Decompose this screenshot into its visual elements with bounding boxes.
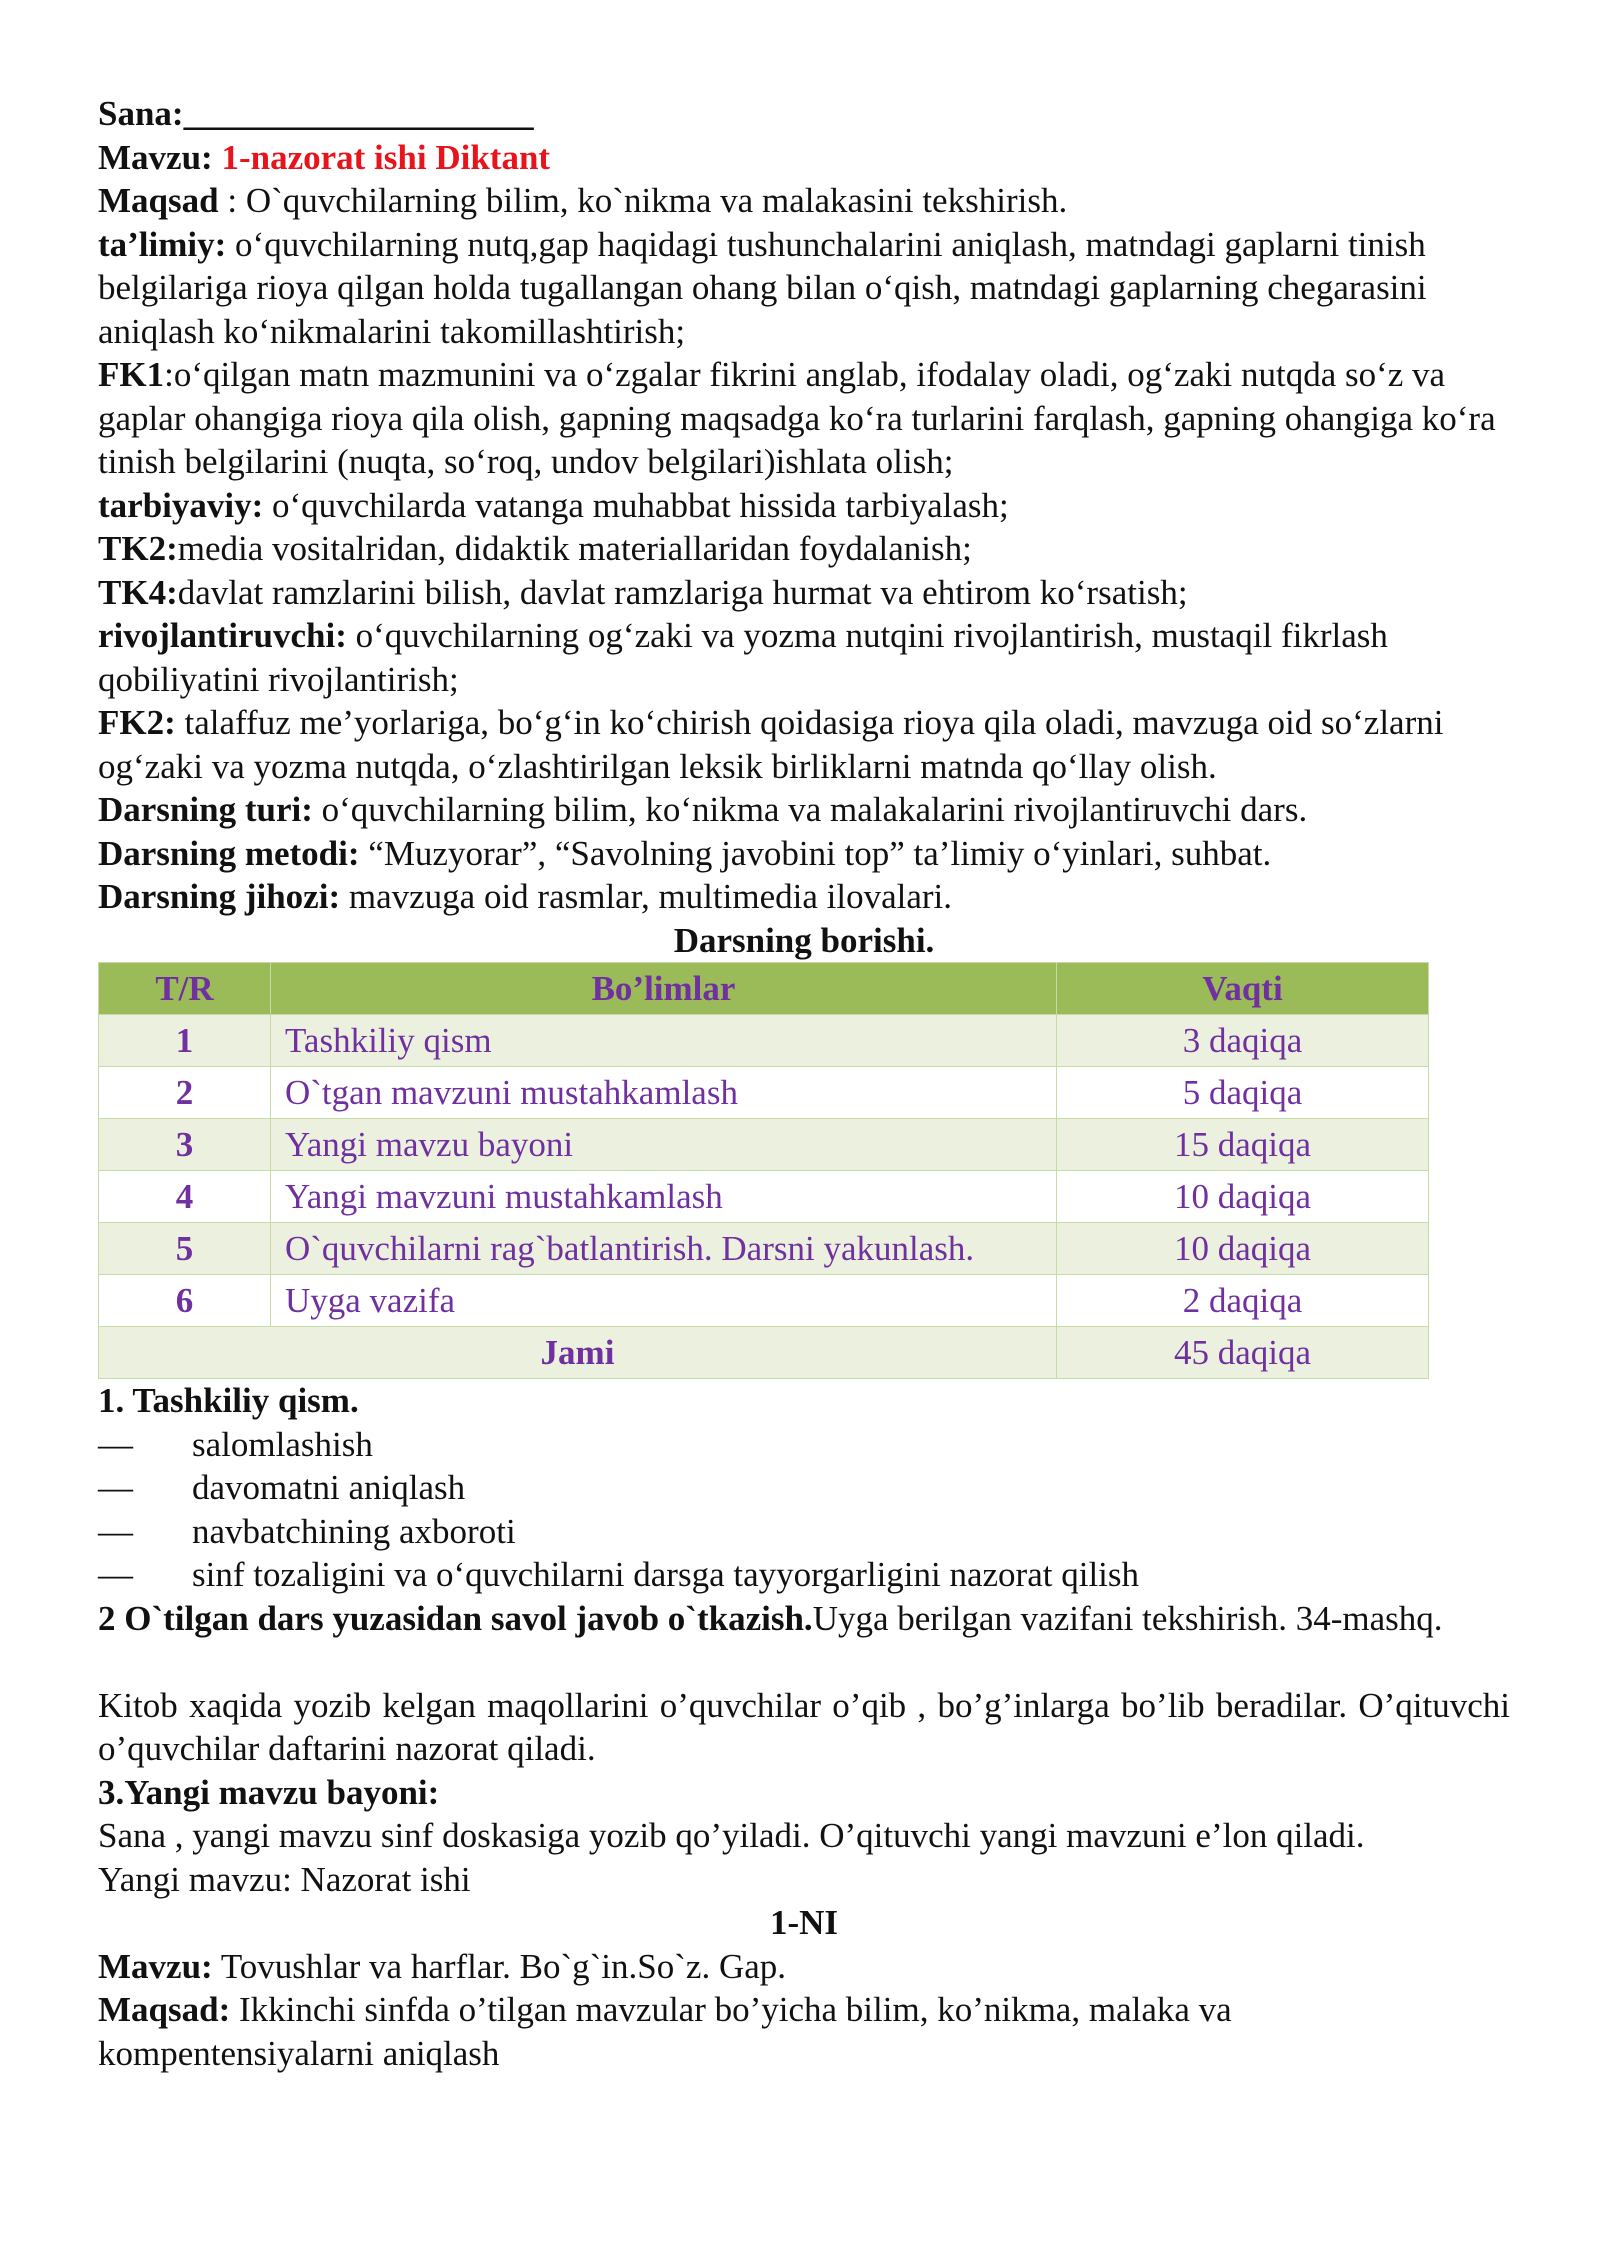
table-row xyxy=(99,1119,1429,1171)
part2-paragraph: Kitob xaqida yozib kelgan maqollarini o’quvchilar o’qib , bo’g’inlarga bo’lib beradilar. O’qituvchi o’quvchilar daftarini nazorat qiladi. xyxy=(98,1685,1510,1768)
goal-label: ta’limiy: xyxy=(98,224,227,264)
sana-line xyxy=(98,92,1510,136)
row-section: O`tgan mavzuni mustahkamlash xyxy=(271,1067,1057,1119)
part3-line2: Yangi mavzu: Nazorat ishi xyxy=(98,1859,471,1899)
row-time: 2 daqiqa xyxy=(1057,1275,1429,1327)
goal-label: Darsning turi: xyxy=(98,790,313,829)
goal-talimiy xyxy=(98,223,1510,354)
document-page xyxy=(98,92,1510,2075)
goal-text: o‘quvchilarning og‘zaki va yozma nutqini rivojlantirish, mustaqil fikrlash qobiliyatini rivojlantirish; xyxy=(98,616,1388,699)
goal-text: talaffuz me’yorlariga, bo‘g‘in ko‘chirish qoidasiga rioya qila oladi, mavzuga oid so‘zlarni og‘zaki va yozma nutqda, o‘zlashtirilgan leksik birliklarni matnda qo‘llay olish. xyxy=(98,703,1444,786)
row-section: O`quvchilarni rag`batlantirish. Darsni yakunlash. xyxy=(271,1223,1057,1275)
goal-text: :o‘qilgan matn mazmunini va o‘zgalar fikrini anglab, ifodalay oladi, og‘zaki nutqda so‘z va gaplar ohangiga rioya qila olish, gapning maqsadga ko‘ra turlarini farqlash, gapning ohangiga ko‘ra tinish belgilarini (nuqta, so‘roq, undov belgilari)ishlata olish; xyxy=(98,355,1496,481)
goal-tarbiyaviy xyxy=(98,484,1510,528)
row-section: Tashkiliy qism xyxy=(271,1015,1057,1067)
goal-fk1 xyxy=(98,353,1510,484)
part3-heading: 3.Yangi mavzu bayoni: xyxy=(98,1772,440,1812)
list-item xyxy=(98,1423,1510,1467)
total-label: Jami xyxy=(99,1327,1057,1379)
goal-fk2 xyxy=(98,701,1510,788)
table-row xyxy=(99,1275,1429,1327)
part3-maqsad-value: Ikkinchi sinfda o’tilgan mavzular bo’yicha bilim, ko’nikma, malaka va kompentensiyalarni aniqlash xyxy=(98,1990,1232,2073)
row-time: 15 daqiqa xyxy=(1057,1119,1429,1171)
mavzu-label: Mavzu: xyxy=(98,137,213,177)
table-row xyxy=(99,1171,1429,1223)
row-number: 1 xyxy=(99,1015,271,1067)
goal-rivojlantiruvchi xyxy=(98,614,1510,701)
table-header-row xyxy=(99,963,1429,1015)
goal-text: mavzuga oid rasmlar, multimedia ilovalari. xyxy=(340,877,952,916)
goal-label: FK2: xyxy=(98,703,176,742)
goal-label: Darsning jihozi: xyxy=(98,877,341,916)
row-section: Yangi mavzu bayoni xyxy=(271,1119,1057,1171)
list-item-text: salomlashish xyxy=(192,1424,373,1464)
dash-bullet: — xyxy=(98,1424,133,1464)
sana-blank: ____________________ xyxy=(183,94,534,133)
row-number: 5 xyxy=(99,1223,271,1275)
row-number: 2 xyxy=(99,1067,271,1119)
goal-label: TK2: xyxy=(98,529,178,568)
header-bolimlar: Bo’limlar xyxy=(271,963,1057,1015)
table-total-row xyxy=(99,1327,1429,1379)
goal-label: TK4: xyxy=(98,572,178,612)
goal-label: FK1 xyxy=(98,355,165,394)
list-item-text: navbatchining axboroti xyxy=(192,1511,516,1551)
dash-bullet: — xyxy=(98,1555,133,1594)
part3-mavzu-label: Mavzu: xyxy=(98,1946,213,1986)
row-number: 4 xyxy=(99,1171,271,1223)
table-row xyxy=(99,1015,1429,1067)
row-time: 10 daqiqa xyxy=(1057,1223,1429,1275)
goal-darsning-jihozi xyxy=(98,875,1510,919)
row-time: 10 daqiqa xyxy=(1057,1171,1429,1223)
table-title: Darsning borishi. xyxy=(673,920,935,960)
header-vaqti: Vaqti xyxy=(1057,963,1429,1015)
row-section: Yangi mavzuni mustahkamlash xyxy=(271,1171,1057,1223)
mavzu-line xyxy=(98,136,1510,180)
row-time: 3 daqiqa xyxy=(1057,1015,1429,1067)
maqsad-label: Maqsad xyxy=(98,181,219,220)
part3-line1: Sana , yangi mavzu sinf doskasiga yozib qo’yiladi. O’qituvchi yangi mavzuni e’lon qiladi. xyxy=(98,1816,1365,1855)
blank-line xyxy=(98,1640,1510,1684)
list-item xyxy=(98,1466,1510,1510)
header-tr: T/R xyxy=(99,963,271,1015)
row-time: 5 daqiqa xyxy=(1057,1067,1429,1119)
list-item xyxy=(98,1510,1510,1554)
list-item-text: sinf tozaligini va o‘quvchilarni darsga tayyorgarligini nazorat qilish xyxy=(192,1555,1140,1594)
dash-bullet: — xyxy=(98,1511,133,1551)
goal-tk2 xyxy=(98,527,1510,571)
table-row xyxy=(99,1067,1429,1119)
lesson-plan-table xyxy=(98,962,1429,1379)
goal-darsning-turi xyxy=(98,788,1510,832)
part1-heading: 1. Tashkiliy qism. xyxy=(98,1381,359,1420)
part2-line xyxy=(98,1597,1510,1641)
part3-maqsad-label: Maqsad: xyxy=(98,1990,231,2029)
goal-text: o‘quvchilarda vatanga muhabbat hissida tarbiyalash; xyxy=(263,485,1009,525)
part3-mavzu-value: Tovushlar va harflar. Bo`g`in.So`z. Gap. xyxy=(212,1946,786,1986)
row-section: Uyga vazifa xyxy=(271,1275,1057,1327)
part2-heading: 2 O`tilgan dars yuzasidan savol javob o`tkazish. xyxy=(98,1598,813,1638)
table-row xyxy=(99,1223,1429,1275)
goal-text: o‘quvchilarning bilim, ko‘nikma va malakalarini rivojlantiruvchi dars. xyxy=(312,790,1308,829)
goal-text: davlat ramzlarini bilish, davlat ramzlariga hurmat va ehtirom ko‘rsatish; xyxy=(177,572,1188,612)
dash-bullet: — xyxy=(98,1468,133,1507)
part2-text: Uyga berilgan vazifani tekshirish. 34-mashq. xyxy=(812,1598,1443,1638)
goal-text: o‘quvchilarning nutq,gap haqidagi tushunchalarini aniqlash, matndagi gaplarni tinish belgilariga rioya qilgan holda tugallangan ohang bilan o‘qish, matndagi gaplarning chegarasini aniqlash ko‘nikmalarini takomillashtirish; xyxy=(98,224,1427,351)
list-item-text: davomatni aniqlash xyxy=(192,1468,466,1507)
goal-tk4 xyxy=(98,571,1510,615)
maqsad-line xyxy=(98,179,1510,223)
goal-label: rivojlantiruvchi: xyxy=(98,616,347,655)
list-item xyxy=(98,1553,1510,1597)
sana-label: Sana: xyxy=(98,94,184,133)
goal-text: media vositalridan, didaktik materiallaridan foydalanish; xyxy=(177,529,972,568)
row-number: 6 xyxy=(99,1275,271,1327)
row-number: 3 xyxy=(99,1119,271,1171)
part3-center-heading: 1-NI xyxy=(769,1903,839,1942)
total-time: 45 daqiqa xyxy=(1057,1327,1429,1379)
maqsad-value: : O`quvchilarning bilim, ko`nikma va malakasini tekshirish. xyxy=(227,181,1068,220)
part3-maqsad xyxy=(98,1988,1510,2075)
goal-text: “Muzyorar”, “Savolning javobini top” ta’limiy o‘yinlari, suhbat. xyxy=(359,833,1272,873)
goal-label: tarbiyaviy: xyxy=(98,485,264,525)
goal-label: Darsning metodi: xyxy=(98,833,360,873)
goal-darsning-metodi xyxy=(98,832,1510,876)
part3-mavzu xyxy=(98,1945,1510,1989)
mavzu-value: 1-nazorat ishi Diktant xyxy=(221,137,551,177)
